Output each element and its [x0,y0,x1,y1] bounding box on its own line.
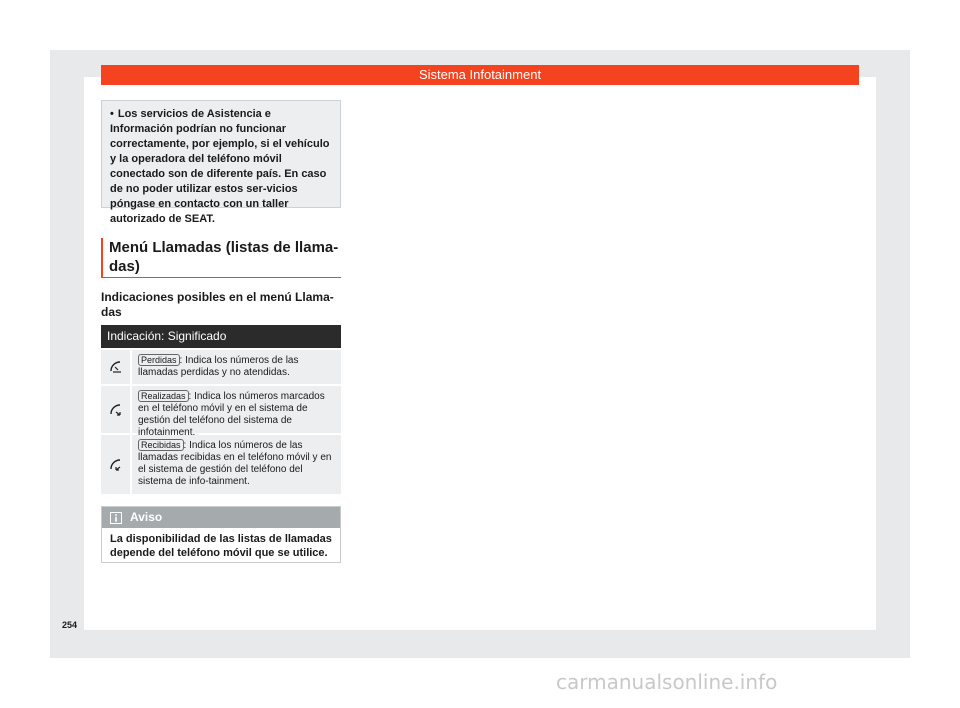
aviso-body [102,528,340,560]
indications-table [101,325,341,494]
note-text: Los servicios de Asistencia e Información podrían no funcionar correctamente, por ejemplo, si el vehículo y la operadora del teléfono móvil conectado son de diferente país. En caso de no poder utilizar estos ser-vicios póngase en contacto con un taller autorizado de SEAT. [110,108,330,225]
info-icon [110,512,122,524]
aviso-box [101,506,341,563]
subheading [101,290,341,320]
table-row [101,384,341,438]
bullet: • [110,108,114,120]
table-header [101,325,341,348]
key-recibidas: Recibidas [138,439,184,451]
row-text [132,350,341,384]
icon-cell [101,386,132,433]
outgoing-call-icon [109,403,123,417]
table-row [101,348,341,384]
subheading-text: Indicaciones posibles en el menú Llama-das [101,290,334,319]
watermark: carmanualsonline.info [556,670,778,694]
row-description: : Indica los números marcados en el teléfono móvil y en el sistema de gestión del teléfono del sistema de infotainment. [138,391,325,438]
page-number: 254 [62,620,78,630]
section-title [101,238,341,278]
icon-cell [101,435,132,494]
icon-cell [101,350,132,384]
row-description: : Indica los números de las llamadas recibidas en el teléfono móvil y en el sistema de gestión del teléfono del sistema de info-tainment. [138,440,332,487]
key-realizadas: Realizadas [138,390,189,402]
row-description: : Indica los números de las llamadas perdidas y no atendidas. [138,355,299,378]
key-perdidas: Perdidas [138,354,180,366]
missed-call-icon [109,360,123,374]
row-text [132,435,341,494]
incoming-call-icon [109,458,123,472]
table-header-text: Indicación: Significado [107,329,227,343]
note-box [101,100,341,225]
table-row [101,433,341,494]
header-title: Sistema Infotainment [418,67,542,82]
header-bar [101,65,859,85]
aviso-header [102,507,340,528]
aviso-text: La disponibilidad de las listas de llamadas depende del teléfono móvil que se utilice. [110,533,332,559]
aviso-title: Aviso [130,510,163,524]
section-title-text: Menú Llamadas (listas de llama-das) [109,239,339,275]
row-text [132,386,341,438]
